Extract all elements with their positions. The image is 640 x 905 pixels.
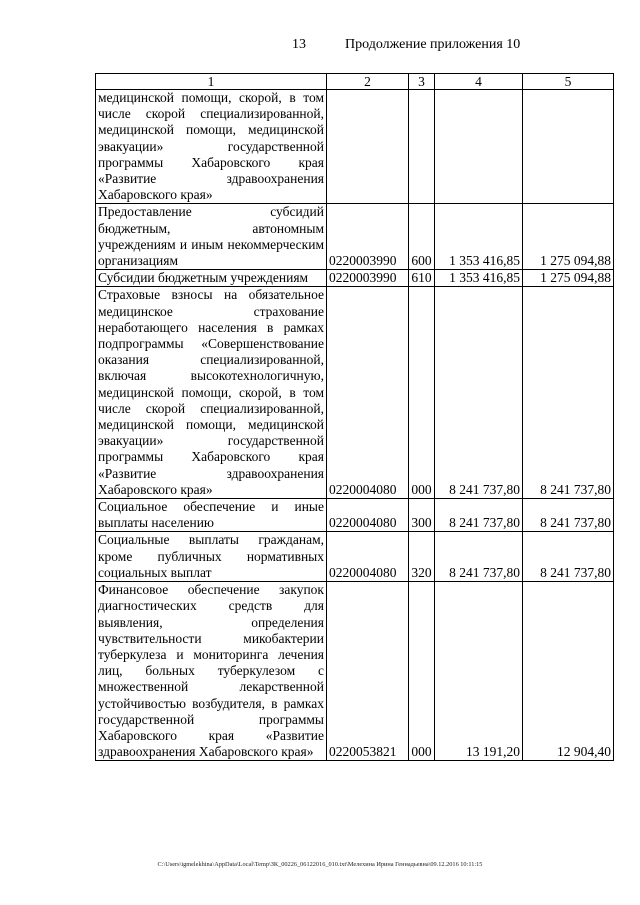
expense-type-code: 000 <box>409 287 435 499</box>
target-article-code: 0220004080 <box>327 499 409 532</box>
column-header: 4 <box>435 74 523 90</box>
expense-type-code <box>409 90 435 204</box>
table-header-row <box>96 74 614 90</box>
sum-column-5: 8 241 737,80 <box>523 499 614 532</box>
sum-column-5: 1 275 094,88 <box>523 270 614 287</box>
column-header: 5 <box>523 74 614 90</box>
sum-column-5: 12 904,40 <box>523 582 614 761</box>
column-header: 2 <box>327 74 409 90</box>
budget-table <box>95 73 614 761</box>
sum-column-5: 8 241 737,80 <box>523 287 614 499</box>
table-row <box>96 204 614 270</box>
sum-column-4: 13 191,20 <box>435 582 523 761</box>
row-name: Социальное обеспечение и иные выплаты населению <box>96 499 327 532</box>
column-header: 1 <box>96 74 327 90</box>
sum-column-5 <box>523 90 614 204</box>
expense-type-code: 000 <box>409 582 435 761</box>
row-name: Финансовое обеспечение закупок диагностических средств для выявления, определения чувствительности микобактерии туберкулеза и мониторинга лечения лиц, больных туберкулезом с множественной лекарственной устойчивостью возбудителя, в рамках государственной программы Хабаровского края «Развитие здравоохранения Хабаровского края» <box>96 582 327 761</box>
sum-column-4: 1 353 416,85 <box>435 270 523 287</box>
expense-type-code: 300 <box>409 499 435 532</box>
table-row <box>96 287 614 499</box>
page-number: 13 <box>292 37 306 52</box>
table-row <box>96 582 614 761</box>
sum-column-5: 8 241 737,80 <box>523 532 614 582</box>
target-article-code: 0220053821 <box>327 582 409 761</box>
footer-file-path: C:\Users\igmelekhina\AppData\Local\Temp\ЗК_00226_06122016_010.txt\Мелехина Ирина Геннадьевна\09.12.2016 10:11:15 <box>157 861 483 868</box>
target-article-code: 0220004080 <box>327 532 409 582</box>
row-name: Страховые взносы на обязательное медицинское страхование неработающего населения в рамках подпрограммы «Совершенствование оказания специализированной, включая высокотехнологичную, медицинской помощи, скорой, в том числе скорой специализированной, медицинской помощи, медицинской эвакуации» государственной программы Хабаровского края «Развитие здравоохранения Хабаровского края» <box>96 287 327 499</box>
expense-type-code: 320 <box>409 532 435 582</box>
sum-column-4 <box>435 90 523 204</box>
column-header: 3 <box>409 74 435 90</box>
row-name: Социальные выплаты гражданам, кроме публичных нормативных социальных выплат <box>96 532 327 582</box>
table-row <box>96 90 614 204</box>
page-header <box>0 37 640 57</box>
expense-type-code: 610 <box>409 270 435 287</box>
target-article-code: 0220003990 <box>327 270 409 287</box>
target-article-code: 0220004080 <box>327 287 409 499</box>
target-article-code: 0220003990 <box>327 204 409 270</box>
sum-column-4: 1 353 416,85 <box>435 204 523 270</box>
expense-type-code: 600 <box>409 204 435 270</box>
sum-column-4: 8 241 737,80 <box>435 532 523 582</box>
row-name: медицинской помощи, скорой, в том числе скорой специализированной, медицинской помощи, медицинской эвакуации» государственной программы Хабаровского края «Развитие здравоохранения Хабаровского края» <box>96 90 327 204</box>
row-name: Субсидии бюджетным учреждениям <box>96 270 327 287</box>
target-article-code <box>327 90 409 204</box>
row-name: Предоставление субсидий бюджетным, автономным учреждениям и иным некоммерческим организациям <box>96 204 327 270</box>
appendix-continuation-title: Продолжение приложения 10 <box>345 37 521 52</box>
table-row <box>96 270 614 287</box>
table-row <box>96 499 614 532</box>
sum-column-4: 8 241 737,80 <box>435 287 523 499</box>
sum-column-5: 1 275 094,88 <box>523 204 614 270</box>
sum-column-4: 8 241 737,80 <box>435 499 523 532</box>
table-row <box>96 532 614 582</box>
